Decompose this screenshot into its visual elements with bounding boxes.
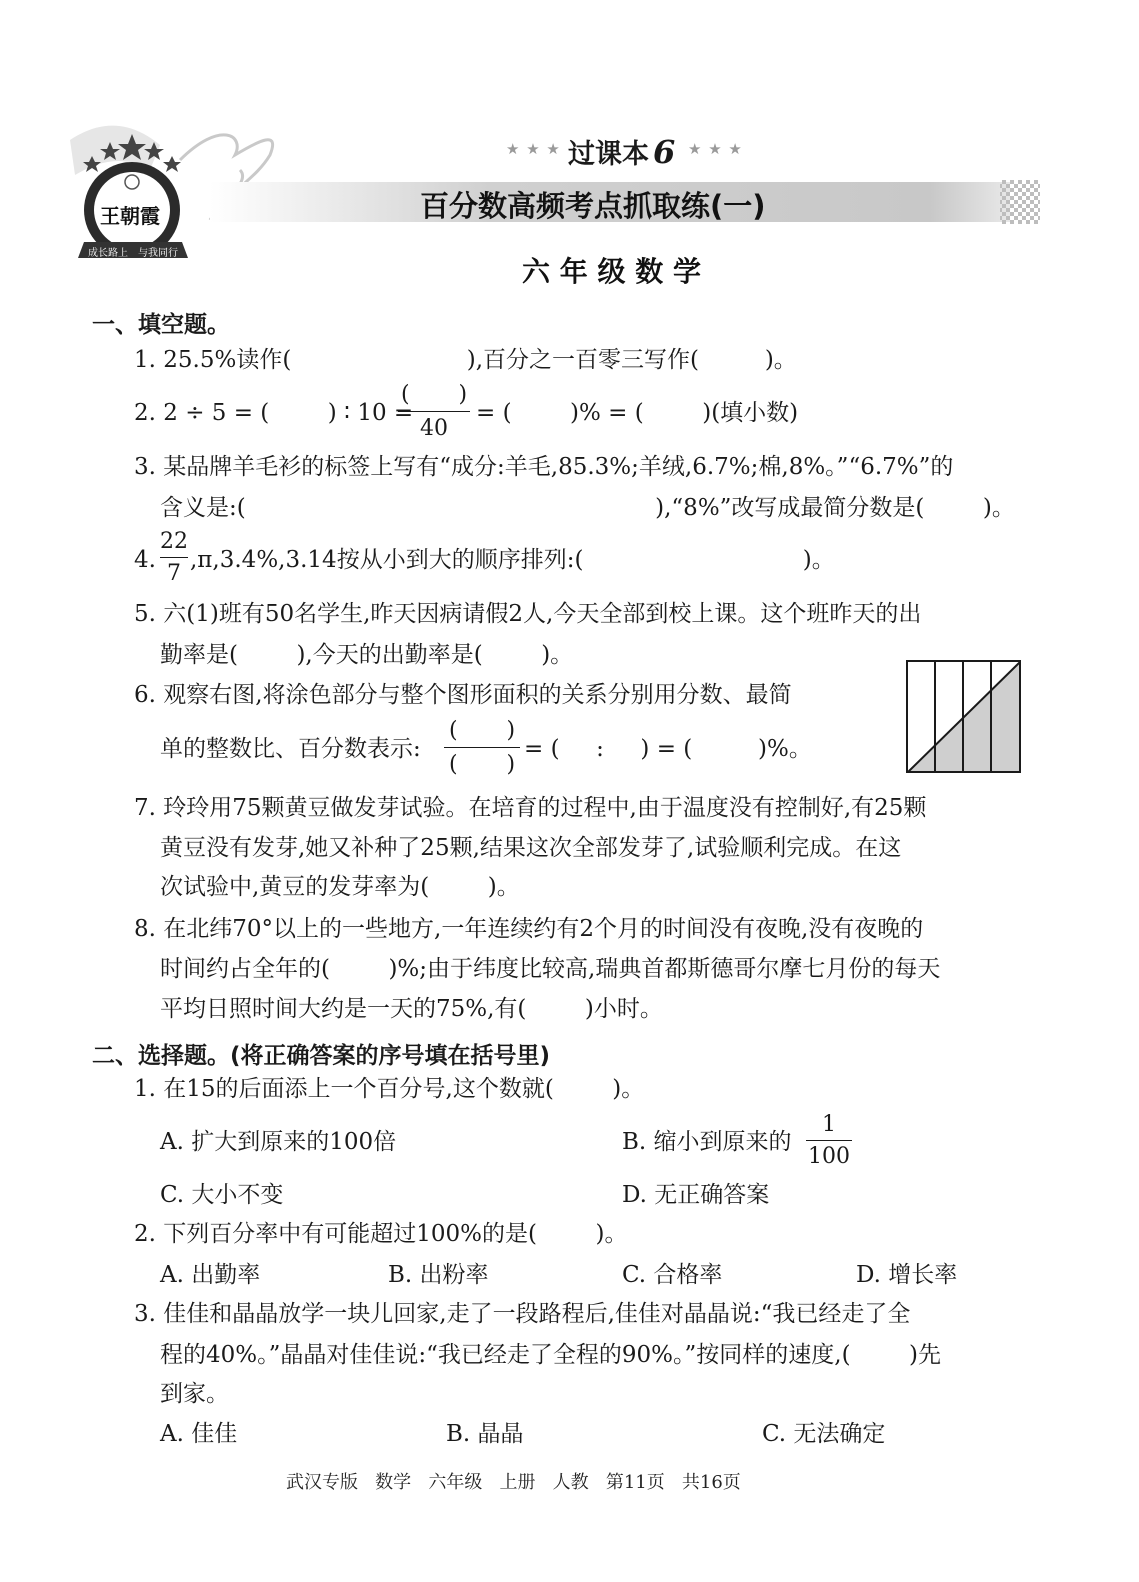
s2-q1-option-b: B. 缩小到原来的 (622, 1129, 792, 1155)
s1-q6-line2-right: = ( : ) = ( )%。 (524, 736, 812, 762)
s2-q1: 1. 在15的后面添上一个百分号,这个数就( )。 (134, 1076, 645, 1102)
logo-name: 王朝霞 (100, 204, 160, 228)
fraction-denominator: 7 (167, 561, 181, 586)
s1-q6-fraction (444, 718, 520, 780)
s2-q2-option-b: B. 出粉率 (388, 1262, 489, 1288)
s1-q5-line1: 5. 六(1)班有50名学生,昨天因病请假2人,今天全部到校上课。这个班昨天的出 (134, 601, 922, 627)
s2-q1-fraction (806, 1112, 852, 1172)
s2-q3-option-c: C. 无法确定 (762, 1421, 886, 1447)
s2-q2-option-d: D. 增长率 (856, 1262, 958, 1288)
shaded-rectangle-figure (906, 660, 1022, 774)
s2-q3-line3: 到家。 (160, 1381, 229, 1407)
series-number: 6 (653, 133, 676, 171)
s2-q2-option-c: C. 合格率 (622, 1262, 723, 1288)
s1-q2-right: = ( )% = ( )(填小数) (476, 400, 799, 426)
s1-q6-line1: 6. 观察右图,将涂色部分与整个图形面积的关系分别用分数、最简 (134, 682, 792, 708)
header-stars-left: ★ ★ ★ (506, 140, 561, 158)
s2-q2: 2. 下列百分率中有可能超过100%的是( )。 (134, 1221, 628, 1247)
s1-q4-label: 4. (134, 547, 156, 573)
s1-q7-line3: 次试验中,黄豆的发芽率为( )。 (160, 874, 520, 900)
page-subtitle: 六 年 级 数 学 (522, 255, 701, 288)
s2-q1-option-c: C. 大小不变 (160, 1182, 284, 1208)
s1-q2-left: 2. 2 ÷ 5 = ( ) ∶ 10 = (134, 400, 414, 426)
fraction-bar (398, 411, 470, 412)
s2-q1-option-a: A. 扩大到原来的100倍 (160, 1129, 397, 1155)
s2-q2-option-a: A. 出勤率 (160, 1262, 261, 1288)
fraction-denominator: 100 (808, 1144, 850, 1169)
s1-q8-line2: 时间约占全年的( )%;由于纬度比较高,瑞典首都斯德哥尔摩七月份的每天 (160, 956, 941, 982)
s1-q4-text: ,π,3.4%,3.14按从小到大的顺序排列:( )。 (190, 547, 835, 573)
logo-ribbon-left: 成长路上 (88, 248, 128, 259)
s1-q7-line1: 7. 玲玲用75颗黄豆做发芽试验。在培育的过程中,由于温度没有控制好,有25颗 (134, 795, 927, 821)
page-title: 百分数高频考点抓取练(一) (420, 189, 766, 223)
series-label: 过课本 (568, 139, 649, 170)
s1-q6-line2-left: 单的整数比、百分数表示: (160, 736, 421, 762)
s2-q3-option-a: A. 佳佳 (160, 1421, 238, 1447)
s1-q4-fraction (160, 529, 188, 589)
s1-q5-line2: 勤率是( ),今天的出勤率是( )。 (160, 642, 574, 668)
fraction-numerator: ( ) (448, 718, 516, 743)
fraction-numerator: 22 (160, 529, 188, 554)
section2-title: 二、选择题。(将正确答案的序号填在括号里) (92, 1043, 551, 1069)
header-stars-right: ★ ★ ★ (688, 140, 743, 158)
s2-q3-line2: 程的40%。”晶晶对佳佳说:“我已经走了全程的90%。”按同样的速度,( )先 (160, 1342, 942, 1368)
fraction-numerator: ( ) (400, 382, 468, 407)
s1-q3-line1: 3. 某品牌羊毛衫的标签上写有“成分:羊毛,85.3%;羊绒,6.7%;棉,8%。”“6.7%”的 (134, 454, 954, 480)
fraction-bar (806, 1140, 852, 1141)
logo-ribbon-right: 与我同行 (138, 248, 178, 259)
s1-q1: 1. 25.5%读作( ),百分之一百零三写作( )。 (134, 347, 797, 373)
s1-q3-line2: 含义是:( ),“8%”改写成最简分数是( )。 (160, 495, 1015, 521)
fraction-denominator: 40 (420, 416, 448, 441)
s1-q7-line2: 黄豆没有发芽,她又补种了25颗,结果这次全部发芽了,试验顺利完成。在这 (160, 835, 902, 861)
s1-q8-line3: 平均日照时间大约是一天的75%,有( )小时。 (160, 996, 663, 1022)
fraction-bar (160, 557, 188, 558)
section1-title: 一、填空题。 (92, 312, 230, 338)
s2-q1-option-d: D. 无正确答案 (622, 1182, 770, 1208)
s2-q3-option-b: B. 晶晶 (446, 1421, 524, 1447)
s2-q3-line1: 3. 佳佳和晶晶放学一块儿回家,走了一段路程后,佳佳对晶晶说:“我已经走了全 (134, 1301, 911, 1327)
fraction-denominator: ( ) (448, 752, 516, 777)
s1-q8-line1: 8. 在北纬70°以上的一些地方,一年连续约有2个月的时间没有夜晚,没有夜晚的 (134, 916, 924, 942)
fraction-numerator: 1 (822, 1112, 836, 1137)
page-footer: 武汉专版 数学 六年级 上册 人教 第11页 共16页 (286, 1472, 741, 1493)
header-series (568, 132, 675, 171)
fraction-bar (444, 747, 520, 748)
s1-q2-fraction (398, 382, 470, 442)
